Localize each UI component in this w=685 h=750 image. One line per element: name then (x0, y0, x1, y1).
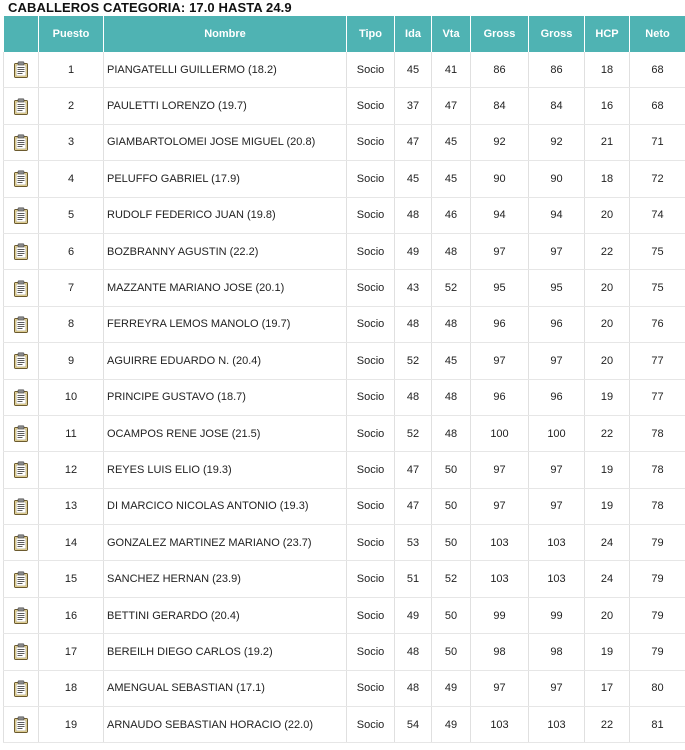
puesto-cell: 7 (39, 270, 104, 306)
hcp-cell: 20 (585, 597, 630, 633)
neto-cell: 79 (630, 597, 685, 633)
gross-cell: 100 (471, 415, 529, 451)
scorecard-clipboard-icon[interactable] (13, 389, 29, 406)
scorecard-clipboard-icon[interactable] (13, 571, 29, 588)
neto-cell: 79 (630, 634, 685, 670)
scorecard-clipboard-icon[interactable] (13, 680, 29, 697)
neto-cell: 72 (630, 161, 685, 197)
scorecard-clipboard-icon[interactable] (13, 498, 29, 515)
scorecard-clipboard-icon[interactable] (13, 425, 29, 442)
scorecard-clipboard-icon[interactable] (13, 534, 29, 551)
vta-cell: 48 (432, 379, 471, 415)
table-row (4, 270, 685, 306)
ida-cell: 52 (395, 415, 432, 451)
scorecard-clipboard-icon[interactable] (13, 134, 29, 151)
table-row (4, 343, 685, 379)
puesto-cell: 19 (39, 707, 104, 743)
table-row (4, 306, 685, 342)
scorecard-cell (4, 197, 39, 233)
hcp-cell: 20 (585, 343, 630, 379)
scorecard-cell (4, 88, 39, 124)
gross-cell: 95 (471, 270, 529, 306)
vta-cell: 50 (432, 488, 471, 524)
table-header (4, 16, 685, 52)
gross-2-cell: 86 (529, 52, 585, 88)
table-row (4, 124, 685, 160)
scorecard-cell (4, 707, 39, 743)
table-row (4, 233, 685, 269)
gross-cell: 97 (471, 343, 529, 379)
gross-2-cell: 90 (529, 161, 585, 197)
ida-cell: 49 (395, 233, 432, 269)
tipo-cell: Socio (347, 379, 395, 415)
hcp-cell: 20 (585, 270, 630, 306)
tipo-cell: Socio (347, 161, 395, 197)
gross-cell: 103 (471, 525, 529, 561)
ida-cell: 47 (395, 452, 432, 488)
table-row (4, 561, 685, 597)
scorecard-clipboard-icon[interactable] (13, 352, 29, 369)
scorecard-cell (4, 52, 39, 88)
gross-2-cell: 95 (529, 270, 585, 306)
col-header-gross-2[interactable]: Gross (529, 16, 585, 52)
tipo-cell: Socio (347, 670, 395, 706)
hcp-cell: 22 (585, 707, 630, 743)
table-row (4, 488, 685, 524)
gross-cell: 84 (471, 88, 529, 124)
nombre-cell: FERREYRA LEMOS MANOLO (19.7) (104, 306, 347, 342)
ida-cell: 48 (395, 379, 432, 415)
scorecard-clipboard-icon[interactable] (13, 461, 29, 478)
puesto-cell: 4 (39, 161, 104, 197)
scorecard-cell (4, 488, 39, 524)
puesto-cell: 5 (39, 197, 104, 233)
gross-2-cell: 96 (529, 379, 585, 415)
puesto-cell: 14 (39, 525, 104, 561)
table-body (4, 52, 685, 743)
col-header-vta[interactable]: Vta (432, 16, 471, 52)
table-row (4, 525, 685, 561)
ida-cell: 47 (395, 124, 432, 160)
header-row (4, 16, 685, 52)
vta-cell: 50 (432, 452, 471, 488)
scorecard-cell (4, 379, 39, 415)
col-header-neto[interactable]: Neto (630, 16, 685, 52)
tipo-cell: Socio (347, 488, 395, 524)
gross-cell: 103 (471, 561, 529, 597)
scorecard-cell (4, 161, 39, 197)
col-header-scorecard (4, 16, 39, 52)
tipo-cell: Socio (347, 197, 395, 233)
gross-2-cell: 94 (529, 197, 585, 233)
nombre-cell: SANCHEZ HERNAN (23.9) (104, 561, 347, 597)
col-header-nombre[interactable]: Nombre (104, 16, 347, 52)
tipo-cell: Socio (347, 634, 395, 670)
table-row (4, 670, 685, 706)
vta-cell: 47 (432, 88, 471, 124)
nombre-cell: GONZALEZ MARTINEZ MARIANO (23.7) (104, 525, 347, 561)
nombre-cell: PIANGATELLI GUILLERMO (18.2) (104, 52, 347, 88)
scorecard-cell (4, 124, 39, 160)
vta-cell: 50 (432, 597, 471, 633)
tipo-cell: Socio (347, 343, 395, 379)
neto-cell: 79 (630, 561, 685, 597)
vta-cell: 45 (432, 124, 471, 160)
vta-cell: 45 (432, 343, 471, 379)
puesto-cell: 2 (39, 88, 104, 124)
puesto-cell: 8 (39, 306, 104, 342)
scorecard-clipboard-icon[interactable] (13, 207, 29, 224)
gross-2-cell: 96 (529, 306, 585, 342)
puesto-cell: 18 (39, 670, 104, 706)
gross-cell: 96 (471, 306, 529, 342)
hcp-cell: 21 (585, 124, 630, 160)
nombre-cell: BEREILH DIEGO CARLOS (19.2) (104, 634, 347, 670)
gross-2-cell: 97 (529, 452, 585, 488)
puesto-cell: 13 (39, 488, 104, 524)
nombre-cell: BOZBRANNY AGUSTIN (22.2) (104, 233, 347, 269)
tipo-cell: Socio (347, 415, 395, 451)
nombre-cell: AGUIRRE EDUARDO N. (20.4) (104, 343, 347, 379)
ida-cell: 37 (395, 88, 432, 124)
ida-cell: 54 (395, 707, 432, 743)
scorecard-cell (4, 343, 39, 379)
vta-cell: 45 (432, 161, 471, 197)
tipo-cell: Socio (347, 52, 395, 88)
puesto-cell: 12 (39, 452, 104, 488)
hcp-cell: 20 (585, 197, 630, 233)
gross-2-cell: 99 (529, 597, 585, 633)
vta-cell: 52 (432, 561, 471, 597)
col-header-puesto[interactable]: Puesto (39, 16, 104, 52)
tipo-cell: Socio (347, 88, 395, 124)
hcp-cell: 19 (585, 488, 630, 524)
scorecard-cell (4, 634, 39, 670)
gross-2-cell: 103 (529, 525, 585, 561)
puesto-cell: 1 (39, 52, 104, 88)
scorecard-clipboard-icon[interactable] (13, 243, 29, 260)
puesto-cell: 3 (39, 124, 104, 160)
scorecard-cell (4, 233, 39, 269)
hcp-cell: 19 (585, 634, 630, 670)
ida-cell: 48 (395, 197, 432, 233)
vta-cell: 49 (432, 707, 471, 743)
scorecard-cell (4, 452, 39, 488)
tipo-cell: Socio (347, 561, 395, 597)
scorecard-clipboard-icon[interactable] (13, 280, 29, 297)
ida-cell: 45 (395, 52, 432, 88)
col-header-hcp[interactable]: HCP (585, 16, 630, 52)
gross-cell: 97 (471, 670, 529, 706)
gross-cell: 94 (471, 197, 529, 233)
scorecard-clipboard-icon[interactable] (13, 607, 29, 624)
tipo-cell: Socio (347, 233, 395, 269)
puesto-cell: 6 (39, 233, 104, 269)
vta-cell: 48 (432, 415, 471, 451)
gross-2-cell: 97 (529, 233, 585, 269)
vta-cell: 50 (432, 634, 471, 670)
ida-cell: 45 (395, 161, 432, 197)
vta-cell: 41 (432, 52, 471, 88)
hcp-cell: 19 (585, 452, 630, 488)
vta-cell: 48 (432, 233, 471, 269)
scorecard-cell (4, 270, 39, 306)
scorecard-clipboard-icon[interactable] (13, 316, 29, 333)
hcp-cell: 18 (585, 52, 630, 88)
puesto-cell: 10 (39, 379, 104, 415)
vta-cell: 50 (432, 525, 471, 561)
ida-cell: 48 (395, 306, 432, 342)
puesto-cell: 15 (39, 561, 104, 597)
gross-cell: 97 (471, 452, 529, 488)
nombre-cell: OCAMPOS RENE JOSE (21.5) (104, 415, 347, 451)
nombre-cell: DI MARCICO NICOLAS ANTONIO (19.3) (104, 488, 347, 524)
scorecard-cell (4, 561, 39, 597)
table-row (4, 197, 685, 233)
scorecard-clipboard-icon[interactable] (13, 643, 29, 660)
ida-cell: 48 (395, 634, 432, 670)
gross-2-cell: 100 (529, 415, 585, 451)
nombre-cell: MAZZANTE MARIANO JOSE (20.1) (104, 270, 347, 306)
gross-cell: 86 (471, 52, 529, 88)
gross-2-cell: 97 (529, 670, 585, 706)
tipo-cell: Socio (347, 525, 395, 561)
scorecard-clipboard-icon[interactable] (13, 98, 29, 115)
scorecard-cell (4, 670, 39, 706)
vta-cell: 52 (432, 270, 471, 306)
col-header-tipo[interactable]: Tipo (347, 16, 395, 52)
ida-cell: 53 (395, 525, 432, 561)
scorecard-cell (4, 306, 39, 342)
scorecard-cell (4, 597, 39, 633)
tipo-cell: Socio (347, 270, 395, 306)
tipo-cell: Socio (347, 597, 395, 633)
neto-cell: 75 (630, 270, 685, 306)
nombre-cell: PAULETTI LORENZO (19.7) (104, 88, 347, 124)
gross-cell: 96 (471, 379, 529, 415)
hcp-cell: 24 (585, 525, 630, 561)
gross-cell: 90 (471, 161, 529, 197)
ida-cell: 48 (395, 670, 432, 706)
scorecard-cell (4, 525, 39, 561)
neto-cell: 78 (630, 415, 685, 451)
scorecard-clipboard-icon[interactable] (13, 61, 29, 78)
col-header-gross[interactable]: Gross (471, 16, 529, 52)
gross-2-cell: 97 (529, 488, 585, 524)
scorecard-cell (4, 415, 39, 451)
puesto-cell: 17 (39, 634, 104, 670)
gross-2-cell: 98 (529, 634, 585, 670)
table-row (4, 415, 685, 451)
neto-cell: 81 (630, 707, 685, 743)
vta-cell: 48 (432, 306, 471, 342)
ida-cell: 43 (395, 270, 432, 306)
table-row (4, 88, 685, 124)
table-row (4, 597, 685, 633)
nombre-cell: PELUFFO GABRIEL (17.9) (104, 161, 347, 197)
hcp-cell: 17 (585, 670, 630, 706)
table-row (4, 52, 685, 88)
gross-cell: 99 (471, 597, 529, 633)
neto-cell: 77 (630, 379, 685, 415)
neto-cell: 71 (630, 124, 685, 160)
neto-cell: 68 (630, 88, 685, 124)
scorecard-clipboard-icon[interactable] (13, 170, 29, 187)
vta-cell: 46 (432, 197, 471, 233)
nombre-cell: GIAMBARTOLOMEI JOSE MIGUEL (20.8) (104, 124, 347, 160)
puesto-cell: 11 (39, 415, 104, 451)
nombre-cell: REYES LUIS ELIO (19.3) (104, 452, 347, 488)
nombre-cell: BETTINI GERARDO (20.4) (104, 597, 347, 633)
scorecard-clipboard-icon[interactable] (13, 716, 29, 733)
table-row (4, 707, 685, 743)
gross-2-cell: 97 (529, 343, 585, 379)
tipo-cell: Socio (347, 707, 395, 743)
neto-cell: 75 (630, 233, 685, 269)
hcp-cell: 22 (585, 233, 630, 269)
tipo-cell: Socio (347, 452, 395, 488)
gross-cell: 92 (471, 124, 529, 160)
gross-cell: 98 (471, 634, 529, 670)
neto-cell: 68 (630, 52, 685, 88)
gross-cell: 97 (471, 233, 529, 269)
neto-cell: 78 (630, 452, 685, 488)
puesto-cell: 16 (39, 597, 104, 633)
vta-cell: 49 (432, 670, 471, 706)
ida-cell: 51 (395, 561, 432, 597)
gross-2-cell: 84 (529, 88, 585, 124)
ida-cell: 52 (395, 343, 432, 379)
table-row (4, 379, 685, 415)
neto-cell: 78 (630, 488, 685, 524)
table-row (4, 634, 685, 670)
nombre-cell: ARNAUDO SEBASTIAN HORACIO (22.0) (104, 707, 347, 743)
tipo-cell: Socio (347, 124, 395, 160)
nombre-cell: AMENGUAL SEBASTIAN (17.1) (104, 670, 347, 706)
nombre-cell: PRINCIPE GUSTAVO (18.7) (104, 379, 347, 415)
puesto-cell: 9 (39, 343, 104, 379)
ida-cell: 49 (395, 597, 432, 633)
table-row (4, 452, 685, 488)
gross-cell: 103 (471, 707, 529, 743)
tipo-cell: Socio (347, 306, 395, 342)
neto-cell: 74 (630, 197, 685, 233)
gross-2-cell: 92 (529, 124, 585, 160)
hcp-cell: 20 (585, 306, 630, 342)
hcp-cell: 19 (585, 379, 630, 415)
hcp-cell: 16 (585, 88, 630, 124)
gross-2-cell: 103 (529, 561, 585, 597)
neto-cell: 77 (630, 343, 685, 379)
hcp-cell: 18 (585, 161, 630, 197)
nombre-cell: RUDOLF FEDERICO JUAN (19.8) (104, 197, 347, 233)
neto-cell: 80 (630, 670, 685, 706)
page-title: CABALLEROS CATEGORIA: 17.0 HASTA 24.9 (8, 0, 292, 15)
col-header-ida[interactable]: Ida (395, 16, 432, 52)
gross-cell: 97 (471, 488, 529, 524)
ida-cell: 47 (395, 488, 432, 524)
gross-2-cell: 103 (529, 707, 585, 743)
neto-cell: 79 (630, 525, 685, 561)
neto-cell: 76 (630, 306, 685, 342)
hcp-cell: 24 (585, 561, 630, 597)
table-row (4, 161, 685, 197)
results-table (3, 16, 685, 743)
hcp-cell: 22 (585, 415, 630, 451)
